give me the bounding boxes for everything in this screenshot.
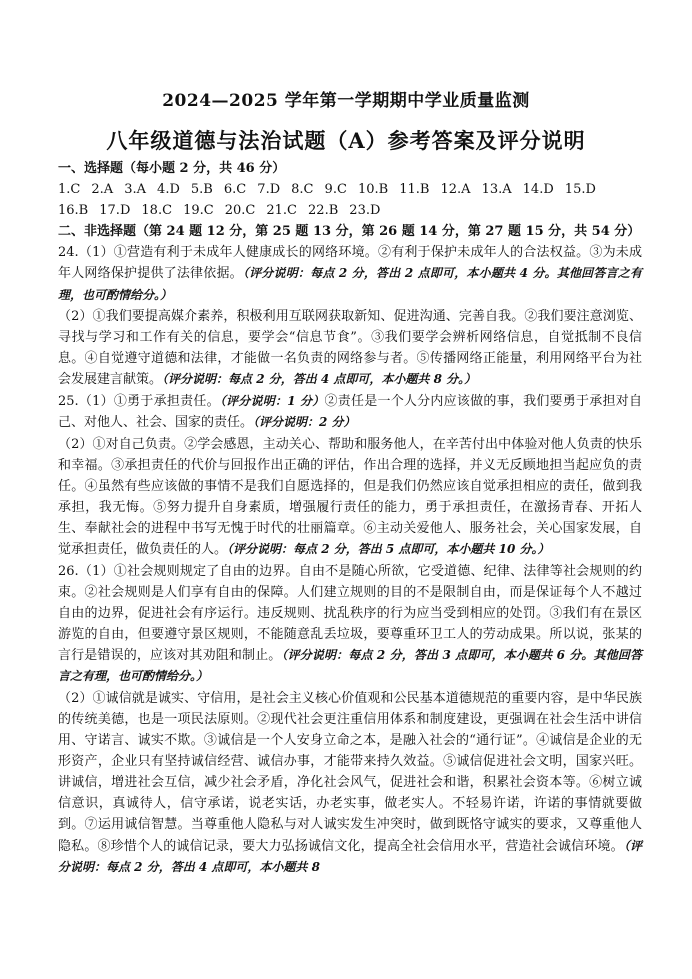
mc-answers-row1: [58, 179, 642, 200]
q24-part1: [58, 242, 642, 305]
mc-answer: 5.B: [190, 182, 213, 198]
mc-answer: 8.C: [291, 182, 314, 198]
mc-answer: 9.C: [324, 182, 347, 198]
answer-text: （2）①我们要提高媒介素养，积极利用互联网获取新知、促进沟通、完善自我。②我们要注意浏览、寻找与学习和工作有关的信息，要学会“信息节食”。③我们要学会辨析网络信息，自觉抵制不良信息。④自觉遵守道德和法律，才能做一名负责的网络参与者。⑤传播网络正能量，利用网络平台为社会发展建言献策。: [58, 309, 642, 388]
exam-title: 2024—2025 学年第一学期期中学业质量监测: [162, 91, 530, 111]
mc-answer: 15.D: [564, 182, 596, 198]
mc-answer: 10.B: [357, 182, 389, 198]
mc-answer: 16.B: [58, 203, 89, 219]
mc-answer: 1.C: [58, 182, 81, 198]
mc-answer: 3.A: [124, 182, 147, 198]
mc-answer: 7.D: [257, 182, 281, 198]
q25-part2: [58, 434, 642, 561]
mc-answer: 19.C: [183, 203, 214, 219]
mc-answer: 17.D: [99, 203, 131, 219]
mc-answer: 12.A: [440, 182, 471, 198]
answer-text: 24.（1）①营造有利于未成年人健康成长的网络环境。②有利于保护未成年人的合法权益。③为未成年人网络保护提供了法律依据。: [58, 245, 642, 282]
mc-answer: 22.B: [308, 203, 339, 219]
section2-heading: 二、非选择题（第 24 题 12 分，第 25 题 13 分，第 26 题 14 分，第 27 题 15 分，共 54 分）: [58, 224, 641, 240]
mc-answer: 14.D: [522, 182, 554, 198]
answer-text: ②责任是一个人分内应该做的事，我们要勇于承担对自己、对他人、社会、国家的责任。: [58, 394, 642, 431]
scoring-note: （评分说明：1 分）: [219, 394, 325, 409]
mc-answer: 18.C: [141, 203, 173, 219]
mc-answer: 21.C: [266, 203, 297, 219]
section1-heading: 一、选择题（每小题 2 分，共 46 分）: [58, 161, 286, 176]
scoring-note: （评分说明：2 分）: [253, 415, 356, 430]
mc-answer: 11.B: [399, 182, 430, 198]
scoring-note: （评分说明：每点 2 分，答出 3 点即可，本小题共 6 分。其他回答言之有理，也可酌情给分。）: [58, 648, 642, 684]
scoring-note: （评分说明：每点 2 分，答出 4 点即可，本小题共 8 分。）: [162, 372, 477, 387]
mc-answer: 6.C: [223, 182, 247, 198]
q26-part1: [58, 561, 642, 688]
answer-content: [58, 158, 642, 878]
mc-answer: 2.A: [91, 182, 114, 198]
answer-text: （2）①诚信就是诚实、守信用，是社会主义核心价值观和公民基本道德规范的重要内容，是中华民族的传统美德，也是一项民法原则。②现代社会更注重信用体系和制度建设，更强调在社会生活中讲信用、守诺言、诚实不欺。③诚信是一个人安身立命之本，是融入社会的“通行证”。④诚信是企业的无形资产，企业只有坚持诚信经营、诚信办事，才能带来持久效益。⑤诚信促进社会文明，国家兴旺。讲诚信，增进社会互信，减少社会矛盾，净化社会风气，促进社会和谐，积累社会资本等。⑥树立诚信意识，真诚待人，信守承诺，说老实话，办老实事，做老实人。不轻易许诺，许诺的事情就要做到。⑦运用诚信智慧。当尊重他人隐私与对人诚实发生冲突时，做到既恪守诚实的要求，又尊重他人隐私。⑧珍惜个人的诚信记录，要大力弘扬诚信文化，提高全社会信用水平，营造社会诚信环境。: [58, 690, 642, 854]
mc-answer: 20.C: [224, 203, 256, 219]
mc-answer: 13.A: [481, 182, 512, 198]
scoring-note: （评分说明：每点 2 分，答出 4 点即可，本小题共 8: [58, 838, 642, 874]
scoring-note: （评分说明：每点 2 分，答出 5 点即可，本小题共 10 分。）: [227, 542, 550, 557]
answer-text: 26.（1）①社会规则规定了自由的边界。自由不是随心所欲，它受道德、纪律、法律等社会规则的约束。②社会规则是人们享有自由的保障。人们建立规则的目的不是限制自由，而是保证每个人不越过自由的边界，促进社会有序运行。违反规则、扰乱秩序的行为应当受到相应的处罚。③我们有在景区游览的自由，但要遵守景区规则，不能随意乱丢垃圾，要尊重环卫工人的劳动成果。所以说，张某的言行是错误的，应该对其劝阻和制止。: [58, 563, 642, 664]
answer-text: 25.（1）①勇于承担责任。: [58, 394, 220, 410]
mc-answer: 23.D: [349, 203, 381, 219]
q25-part1: [58, 391, 642, 433]
exam-subtitle: 八年级道德与法治试题（A）参考答案及评分说明: [106, 128, 586, 153]
scoring-note: （评分说明：每点 2 分，答出 2 点即可，本小题共 4 分。其他回答言之有理，也可酌情给分。）: [58, 266, 642, 302]
q24-part2: [58, 306, 642, 390]
q26-part2: [58, 688, 642, 878]
answer-text: （2）①对自己负责。②学会感恩，主动关心、帮助和服务他人，在辛苦付出中体验对他人负责的快乐和幸福。③承担责任的代价与回报作出正确的评估，作出合理的选择，并义无反顾地担当起应负的责任。④虽然有些应该做的事情不是我们自愿选择的，但是我们仍然应该自觉承担相应的责任，做到我承担，我无悔。⑤努力提升自身素质，增强履行责任的能力，勇于承担责任，在激扬青春、开拓人生、奉献社会的进程中书写无愧于时代的壮丽篇章。⑥主动关爱他人、服务社会，关心国家发展，自觉承担责任，做负责任的人。: [58, 436, 642, 558]
mc-answer: 4.D: [157, 182, 180, 198]
mc-answers-row2: [58, 200, 642, 221]
